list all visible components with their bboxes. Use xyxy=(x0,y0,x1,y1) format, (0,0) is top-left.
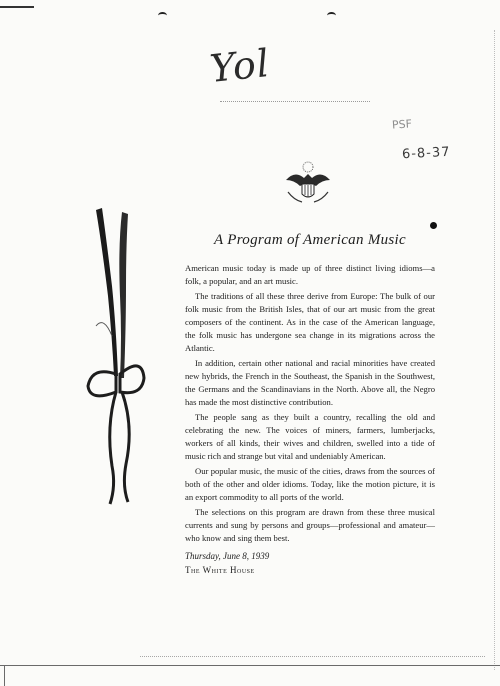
program-body xyxy=(185,262,435,547)
page-fold-corner xyxy=(4,665,5,686)
program-title: A Program of American Music xyxy=(214,232,406,248)
fold-mark-left xyxy=(158,12,167,19)
ribbon-decoration-icon xyxy=(82,206,148,506)
page-fold-line xyxy=(0,665,500,666)
dotted-rule-top xyxy=(220,101,370,102)
event-place: The White House xyxy=(185,565,255,575)
handwritten-file-number: Yol xyxy=(207,40,272,92)
paragraph: The people sang as they built a country, recalling the old and celebrating the new. The voices of miners, farmers, lumberjacks, workers of all kinds, their wives and children, swelled into a tide of music rich and strange but vital and undeniably American. xyxy=(185,412,435,461)
paragraph: The selections on this program are drawn from these three musical currents and sung by persons and groups—professional and amateur—who know and sing them best. xyxy=(185,507,435,543)
dateline xyxy=(185,549,435,577)
paragraph: American music today is made up of three distinct living idioms—a folk, a popular, and an art music. xyxy=(185,263,435,286)
paragraph: The traditions of all these three derive from Europe: The bulk of our folk music from the British Isles, that of our art music from the great composers of the continent. As in the case of the American language, the folk music has undergone sea change in its migrations across the Atlantic. xyxy=(185,291,435,353)
hole-punch-mark xyxy=(430,222,437,229)
event-date: Thursday, June 8, 1939 xyxy=(185,551,270,561)
page-edge xyxy=(494,30,497,670)
presidential-seal-icon xyxy=(282,160,334,206)
fold-mark-right xyxy=(327,12,336,19)
paragraph: Our popular music, the music of the cities, draws from the sources of both of the other and older idioms. Today, like the motion picture, it is an export commodity to all ports of the world. xyxy=(185,466,435,502)
dotted-rule-bottom xyxy=(140,656,485,657)
handwritten-date: 6-8-37 xyxy=(401,144,451,163)
corner-mark xyxy=(0,6,34,8)
paragraph: In addition, certain other national and racial minorities have created new hybrids, the French in the Southeast, the Spanish in the Southwest, the Germans and the Scandinavians in the North. Above all, the Negro has made the most distinctive contribution. xyxy=(185,358,435,407)
handwritten-note: PSF xyxy=(391,117,413,132)
